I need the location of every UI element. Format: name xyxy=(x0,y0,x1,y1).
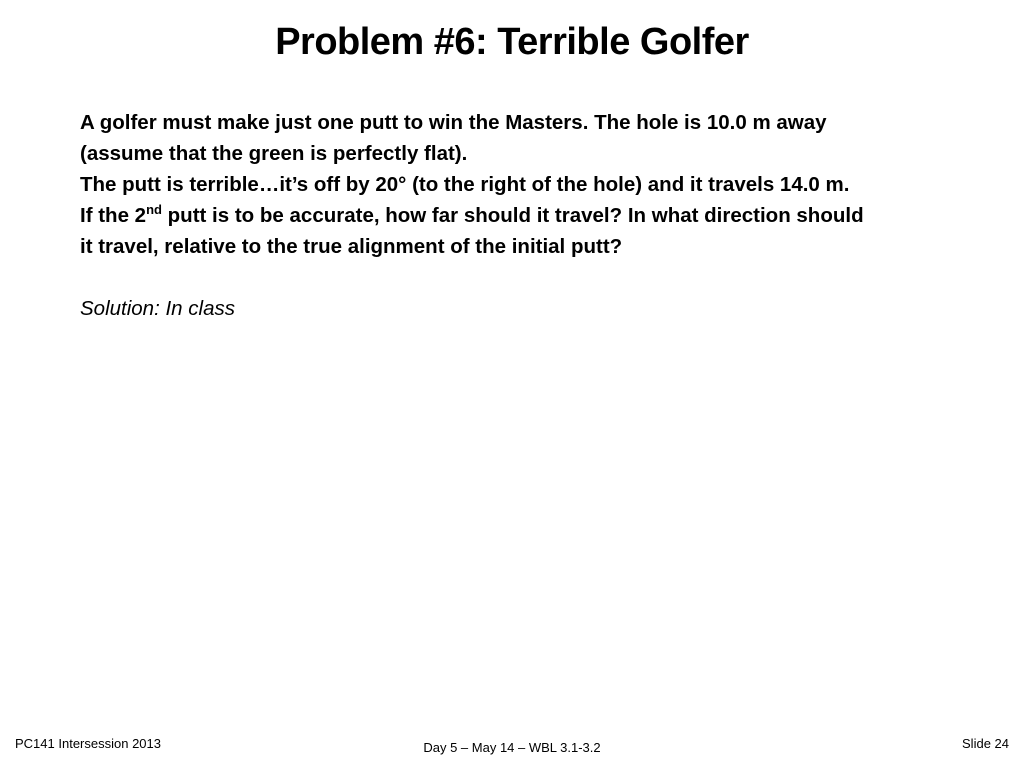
footer-course: PC141 Intersession 2013 xyxy=(15,736,161,751)
footer-date: Day 5 – May 14 – WBL 3.1-3.2 xyxy=(423,740,601,755)
problem-line-2: (assume that the green is perfectly flat). xyxy=(80,142,468,165)
problem-line-5: it travel, relative to the true alignment of the initial putt? xyxy=(80,235,623,258)
slide-title: Problem #6: Terrible Golfer xyxy=(275,21,749,63)
problem-line-4-suffix: putt is to be accurate, how far should it travel? In what direction should xyxy=(161,204,864,227)
footer-slide-number: Slide 24 xyxy=(962,736,1009,751)
spacer xyxy=(80,262,960,293)
problem-line-1: A golfer must make just one putt to win the Masters. The hole is 10.0 m away xyxy=(80,111,827,134)
problem-line-4-prefix: If the 2 xyxy=(80,204,147,227)
solution-note: Solution: In class xyxy=(80,297,235,320)
ordinal-superscript: nd xyxy=(146,202,162,217)
problem-text xyxy=(80,107,960,324)
problem-line-3: The putt is terrible…it’s off by 20° (to the right of the hole) and it travels 14.0 m. xyxy=(80,173,850,196)
problem-line-4 xyxy=(80,200,960,231)
